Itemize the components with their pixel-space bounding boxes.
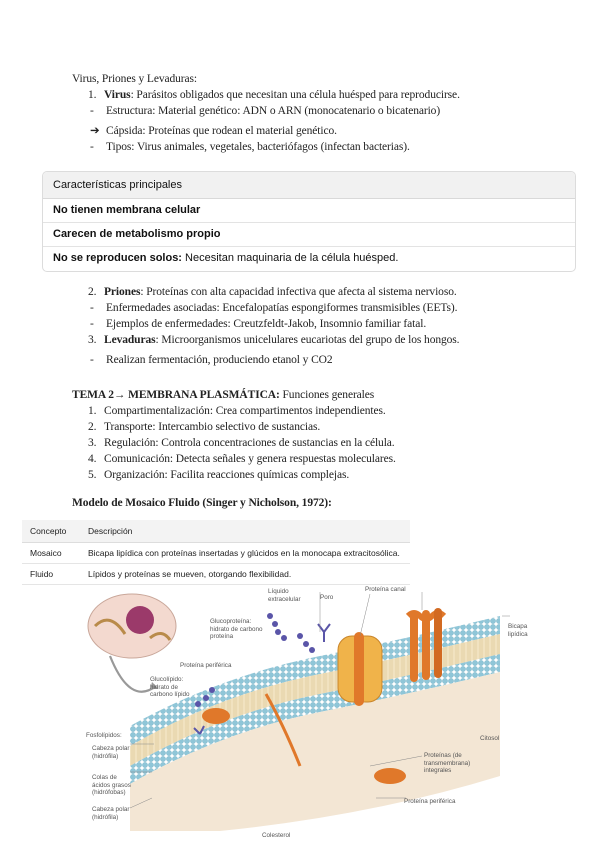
tipos-text: Tipos: Virus animales, vegetales, bacteriófagos (infectan bacterias).: [106, 141, 410, 153]
label-colesterol: Colesterol: [262, 832, 291, 839]
label-integrales: Proteínas (de transmembrana) integrales: [424, 752, 471, 774]
table-cell: Bicapa lipídica con proteínas insertadas y glúcidos en la monocapa extracitosólica.: [88, 548, 400, 558]
levaduras-label: Levaduras: [104, 334, 156, 346]
table-row: [43, 199, 575, 223]
list-item-virus: [88, 88, 460, 103]
virus-label: Virus: [104, 89, 131, 101]
levaduras-text: : Microorganismos unicelulares eucariotas del grupo de los hongos.: [155, 334, 460, 346]
estructura-text: Estructura: Material genético: ADN o ARN (monocatenario o bicatenario): [106, 105, 441, 117]
column-header: Concepto: [30, 526, 67, 536]
priones-text: : Proteínas con alta capacidad infectiva que afecta al sistema nervioso.: [140, 286, 457, 298]
tema2-title: [72, 388, 374, 403]
table-cell: Lípidos y proteínas se mueven, otorgando flexibilidad.: [88, 569, 292, 579]
list-text: Transporte: Intercambio selectivo de sustancias.: [104, 421, 321, 433]
list-item-fermentacion: [90, 353, 333, 368]
list-item-tipos: [90, 140, 410, 155]
label-colas: Colas de ácidos grasos (hidrófobas): [92, 774, 131, 796]
row-bold-text: Carecen de metabolismo propio: [53, 228, 221, 240]
table-row: [43, 247, 575, 270]
label-glucoproteina: Glucoproteína: hidrato de carbono proteína: [210, 618, 263, 640]
list-number: 4.: [88, 453, 97, 465]
list-text: Regulación: Controla concentraciones de sustancias en la célula.: [104, 437, 395, 449]
list-item: [88, 436, 395, 451]
table-cell: Mosaico: [30, 548, 62, 558]
table-row: [43, 223, 575, 247]
list-item: [88, 452, 396, 467]
label-liquido: Líquido extracelular: [268, 588, 301, 603]
table-cell: Fluido: [30, 569, 54, 579]
row-bold-text: No se reproducen solos:: [53, 252, 182, 264]
capsida-text: Cápsida: Proteínas que rodean el material genético.: [106, 125, 337, 137]
dash-bullet: -: [90, 318, 94, 330]
list-item: [88, 404, 386, 419]
mosaic-title: Modelo de Mosaico Fluido (Singer y Nicholson, 1972):: [72, 497, 332, 509]
section-title-virus: Virus, Priones y Levaduras:: [72, 73, 198, 85]
label-poro: Poro: [320, 594, 334, 601]
list-number: 2.: [88, 286, 97, 298]
dash-bullet: -: [90, 354, 94, 366]
label-cabeza-polar-1: Cabeza polar (hidrófila): [92, 745, 130, 760]
list-item: [88, 468, 349, 483]
label-periferica-top: Proteína periférica: [180, 662, 232, 669]
list-number: 3.: [88, 334, 97, 346]
ejemplos-text: Ejemplos de enfermedades: Creutzfeldt-Jakob, Insomnio familiar fatal.: [106, 318, 427, 330]
enfermedades-text: Enfermedades asociadas: Encefalopatías espongiformes transmisibles (EETs).: [106, 302, 458, 314]
table-header: [22, 520, 410, 543]
label-fosfolipidos: Fosfolípidos:: [86, 732, 122, 739]
label-glucolipido: Glucolípido: hidrato de carbono lípido: [150, 676, 190, 698]
label-periferica-bottom: Proteína periférica: [404, 798, 456, 805]
list-number: 5.: [88, 469, 97, 481]
list-number: 2.: [88, 421, 97, 433]
dash-bullet: -: [90, 302, 94, 314]
priones-label: Priones: [104, 286, 141, 298]
label-cabeza-polar-2: Cabeza polar (hidrófila): [92, 806, 130, 821]
fermentacion-text: Realizan fermentación, produciendo etanol y CO2: [106, 354, 333, 366]
label-proteina-canal: Proteína canal: [365, 586, 406, 593]
list-item: [88, 420, 320, 435]
tema2-title-bold: TEMA 2→ MEMBRANA PLASMÁTICA:: [72, 389, 280, 401]
list-item-estructura: [90, 104, 440, 119]
tema2-title-rest: Funciones generales: [279, 389, 375, 401]
dash-bullet: -: [90, 105, 94, 117]
membrane-diagram: [70, 576, 530, 838]
list-item-capsida: [90, 124, 337, 139]
row-text: Necesitan maquinaria de la célula huésped.: [181, 252, 399, 264]
list-number: 3.: [88, 437, 97, 449]
label-citosol: Citosol: [480, 735, 500, 742]
list-item-priones: [88, 285, 457, 300]
characteristics-header: Características principales: [43, 172, 575, 199]
table-row: [22, 543, 410, 564]
list-text: Organización: Facilita reacciones químicas complejas.: [104, 469, 350, 481]
list-text: Compartimentalización: Crea compartimentos independientes.: [104, 405, 386, 417]
list-number: 1.: [88, 89, 97, 101]
list-item-enfermedades: [90, 301, 457, 316]
list-item-ejemplos: [90, 317, 426, 332]
characteristics-table: [42, 171, 576, 272]
row-bold-text: No tienen membrana celular: [53, 204, 201, 216]
list-item-levaduras: [88, 333, 459, 348]
list-number: 1.: [88, 405, 97, 417]
virus-text: : Parásitos obligados que necesitan una célula huésped para reproducirse.: [130, 89, 460, 101]
dash-bullet: -: [90, 141, 94, 153]
label-bicapa: Bicapa lipídica: [508, 623, 528, 638]
arrow-icon: ➔: [90, 125, 100, 137]
list-text: Comunicación: Detecta señales y genera respuestas moleculares.: [104, 453, 396, 465]
column-header: Descripción: [88, 526, 133, 536]
